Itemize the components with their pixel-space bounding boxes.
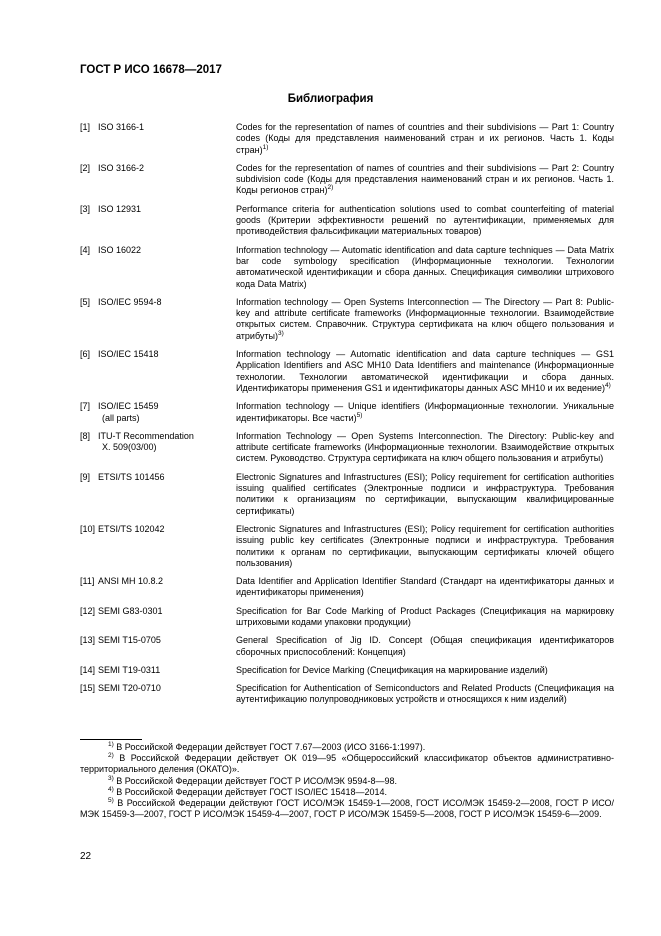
entry-code — [98, 431, 236, 454]
footnote — [80, 798, 614, 820]
bibliography-entry — [80, 472, 614, 517]
entry-code — [98, 524, 236, 535]
entry-code-main: SEMI T15-0705 — [98, 635, 161, 646]
entry-number: [6] — [80, 349, 91, 360]
entry-code-main: ISO 12931 — [98, 203, 142, 214]
entry-number: [11] — [80, 576, 95, 587]
entry-code-main: ISO/IEC 15459 — [98, 401, 159, 412]
entry-description-text: Information technology — Automatic identification and data capture techniques — Data Matrix bar code symbology specification (Информационные технологии. Технологии автоматической идентификации и сбора данных. Спецификация символики штрихового кода Data Matrix) — [236, 244, 614, 289]
entry-description — [236, 204, 614, 238]
entry-number: [7] — [80, 401, 91, 412]
entry-number: [15] — [80, 683, 96, 694]
footnote-text: В Российской Федерации действует ОК 019—95 «Общероссийский классификатор объектов административно-территориального деления (ОКАТО)». — [80, 753, 614, 775]
entry-description — [236, 431, 614, 465]
entry-description-text: General Specification of Jig ID. Concept (Общая спецификация идентификаторов сборочных приспособлений: Концепция) — [236, 635, 614, 657]
bibliography-entry — [80, 349, 614, 394]
bibliography-entry — [80, 524, 614, 569]
entry-description — [236, 665, 614, 676]
entry-number: [5] — [80, 296, 91, 307]
entry-code — [98, 683, 236, 694]
bibliography-entry — [80, 431, 614, 465]
entry-description-text: Information technology — Open Systems Interconnection — The Directory — Part 8: Public-key and attribute certificate frameworks (Информационные технологии. Взаимодействие открытых систем. Справочник. Структура сертификата на ключ общего пользования и атрибуты) — [236, 296, 614, 341]
entry-description — [236, 122, 614, 156]
footnote-text: В Российской Федерации действует ГОСТ ISO/IEC 15418—2014. — [113, 786, 387, 797]
footnote-text: В Российской Федерации действует ГОСТ 7.67—2003 (ИСО 3166-1:1997). — [113, 742, 426, 752]
entry-number: [1] — [80, 122, 91, 132]
entry-number: [8] — [80, 430, 91, 441]
entry-description-text: Information technology — Automatic identification and data capture techniques — GS1 Application Identifiers and ASC MH10 Data Identifiers and maintenance (Информационные технологии. Технологии автоматической идентификации и сбора данных. Идентификаторы применения GS1 и идентификаторы данных ASC MH10 и их ведение) — [236, 349, 614, 393]
footnote-mark: 5) — [108, 797, 114, 805]
entry-description-text: Specification for Device Marking (Спецификация на маркирование изделий) — [236, 664, 548, 675]
entry-description-text: Codes for the representation of names of countries and their subdivisions — Part 2: Country subdivision code (Коды для представления наименований стран и их регионов. Часть 1. Коды регионов стран) — [236, 162, 614, 196]
entry-code-main: SEMI G83-0301 — [98, 605, 163, 616]
entry-number: [12] — [80, 605, 96, 616]
footnote-mark: 3) — [108, 774, 114, 782]
entry-code-main: ISO 16022 — [98, 244, 142, 255]
entry-code — [98, 245, 236, 256]
footnote — [80, 742, 614, 753]
entry-description — [236, 297, 614, 342]
entry-description-text: Information Technology — Open Systems Interconnection. The Directory: Public-key and attribute certificate frameworks (Информационные технологии. Взаимодействие открытых систем. Руководство. Структура сертификата на ключ общего пользования и атрибуты) — [236, 430, 614, 464]
entry-code-sub: (all parts) — [102, 412, 140, 423]
footnote-ref: 5) — [356, 411, 363, 419]
bibliography-entry — [80, 163, 614, 197]
entry-code-main: ISO 3166-2 — [98, 162, 145, 173]
entry-description — [236, 401, 614, 424]
entry-code — [98, 204, 236, 215]
entry-code — [98, 576, 236, 587]
entry-description-text: Information technology — Unique identifiers (Информационные технологии. Уникальные идентификаторы. Все части) — [236, 401, 614, 423]
entry-description — [236, 524, 614, 569]
footnote-mark: 2) — [108, 752, 114, 760]
entry-description — [236, 635, 614, 658]
footnote-ref: 4) — [604, 381, 611, 389]
entry-code — [98, 349, 236, 360]
bibliography-entry — [80, 665, 614, 676]
entry-code — [98, 401, 236, 424]
entry-description — [236, 349, 614, 394]
footnote-divider — [80, 739, 142, 740]
bibliography-entry — [80, 635, 614, 658]
entry-description — [236, 606, 614, 629]
bibliography-entry — [80, 401, 614, 424]
entry-number: [13] — [80, 635, 96, 646]
footnote-text: В Российской Федерации действуют ГОСТ ИСО/МЭК 15459-1—2008, ГОСТ ИСО/МЭК 15459-2—2008, ГОСТ Р ИСО/МЭК 15459-3—2007, ГОСТ Р ИСО/МЭК 15459-4—2007, ГОСТ Р ИСО/МЭК 15459-5—2008, ГОСТ Р ИСО/МЭК 15459-6—2009. — [80, 798, 614, 820]
entry-description-text: Specification for Authentication of Semiconductors and Related Products (Спецификация на аутентификацию полупроводниковых устройств и относящихся к ним изделий) — [236, 683, 614, 705]
entry-number: [2] — [80, 162, 91, 173]
entry-code — [98, 665, 236, 676]
entry-description-text: Data Identifier and Application Identifier Standard (Стандарт на идентификаторы данных и идентификаторы применения) — [236, 576, 614, 598]
entry-code-main: ETSI/TS 102042 — [98, 523, 165, 534]
footnote-ref: 3) — [278, 329, 284, 337]
entry-code — [98, 606, 236, 617]
entry-description-text: Specification for Bar Code Marking of Product Packages (Спецификация на маркировку штриховыми кодами упаковки продукции) — [236, 605, 614, 627]
entry-description — [236, 472, 614, 517]
footnote-mark: 1) — [108, 741, 114, 748]
bibliography-list — [80, 122, 614, 713]
bibliography-entry — [80, 297, 614, 342]
bibliography-entry — [80, 204, 614, 238]
entry-code-main: ISO 3166-1 — [98, 122, 145, 132]
entry-number: [3] — [80, 203, 91, 214]
entry-code — [98, 635, 236, 646]
footnote-ref: 2) — [327, 184, 334, 192]
entry-code — [98, 472, 236, 483]
entry-description — [236, 245, 614, 290]
entry-description-text: Codes for the representation of names of countries and their subdivisions — Part 1: Country codes (Коды для представления наименований стран и их регионов. Часть 1. Коды стран) — [236, 122, 614, 155]
entry-number: [4] — [80, 244, 91, 255]
entry-code — [98, 297, 236, 308]
bibliography-entry — [80, 683, 614, 706]
footnote-text: В Российской Федерации действует ГОСТ Р ИСО/МЭК 9594-8—98. — [113, 775, 397, 786]
bibliography-entry — [80, 245, 614, 290]
footnote — [80, 776, 614, 787]
footnote — [80, 787, 614, 798]
bibliography-entry — [80, 122, 614, 156]
page-title: Библиография — [287, 93, 374, 105]
entry-code — [98, 122, 236, 133]
entry-code-main: ISO/IEC 9594-8 — [98, 296, 162, 307]
entry-code-main: ETSI/TS 101456 — [98, 471, 165, 482]
entry-code-main: SEMI T20-0710 — [98, 683, 161, 694]
document-header: ГОСТ Р ИСО 16678—2017 — [80, 64, 222, 76]
entry-description — [236, 576, 614, 599]
entry-code-main: ANSI MH 10.8.2 — [98, 576, 164, 587]
entry-number: [9] — [80, 471, 91, 482]
entry-description-text: Performance criteria for authentication solutions used to combat counterfeiting of material goods (Критерии эффективности решений по аутентификации, применяемых для противодействия фальсификации материальных товаров) — [236, 203, 614, 237]
entry-number: [10] — [80, 523, 96, 534]
footnotes — [80, 742, 614, 820]
entry-code-main: SEMI T19-0311 — [98, 664, 161, 675]
footnote-ref: 1) — [262, 143, 269, 151]
entry-description — [236, 163, 614, 197]
bibliography-entry — [80, 606, 614, 629]
footnote-mark: 4) — [108, 785, 114, 793]
entry-code-sub: X. 509(03/00) — [102, 442, 157, 453]
entry-code — [98, 163, 236, 174]
page-number: 22 — [80, 851, 92, 862]
bibliography-entry — [80, 576, 614, 599]
entry-description — [236, 683, 614, 706]
entry-number: [14] — [80, 664, 96, 675]
footnote — [80, 753, 614, 775]
entry-code-main: ISO/IEC 15418 — [98, 349, 159, 360]
entry-code-main: ITU-T Recommendation — [98, 430, 194, 441]
entry-description-text: Electronic Signatures and Infrastructures (ESI); Policy requirement for certification authorities issuing qualified certificates (Электронные подписи и инфраструктура. Требования политики к организациям по сертификации, выпускающим квалифицированные сертификаты) — [236, 471, 614, 516]
entry-description-text: Electronic Signatures and Infrastructures (ESI); Policy requirement for certification authorities issuing public key certificates (Электронные подписи и инфраструктура. Требования политики к органам по сертификации, выпускающим сертификаты ключей общего пользования) — [236, 523, 614, 568]
